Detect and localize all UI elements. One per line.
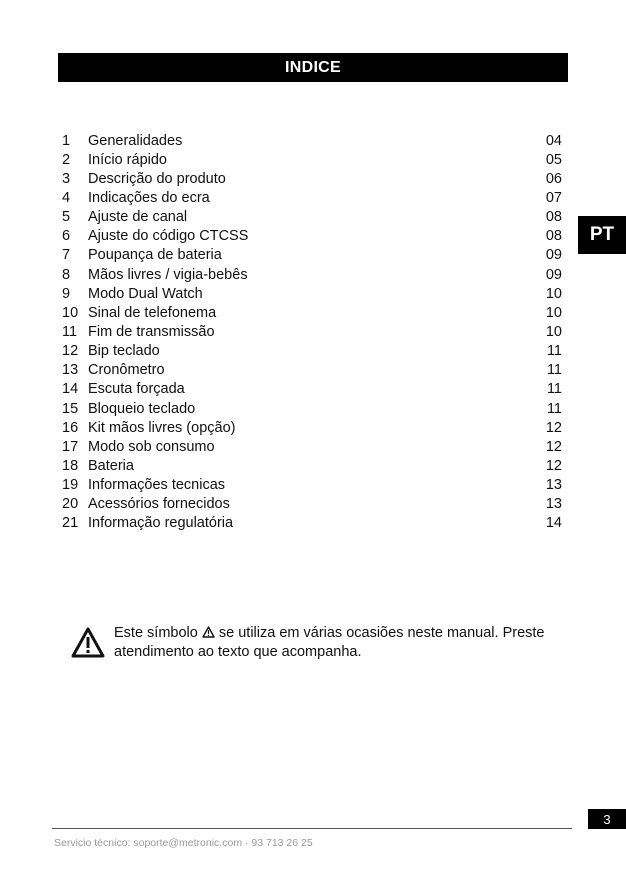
toc-entry-title: Sinal de telefonema — [88, 304, 217, 321]
toc-entry-title: Kit mãos livres (opção) — [88, 419, 236, 436]
toc-entry-number: 6 — [62, 228, 71, 245]
toc-entry — [62, 131, 562, 150]
toc-entry-page: 08 — [545, 228, 562, 245]
toc-entry-number: 2 — [62, 151, 71, 168]
toc-entry-page: 10 — [545, 323, 562, 340]
toc-entry-number: 8 — [62, 266, 71, 283]
toc-entry — [62, 150, 562, 169]
table-of-contents — [62, 131, 562, 533]
toc-entry-title: Acessórios fornecidos — [88, 496, 230, 513]
toc-entry-number: 17 — [62, 438, 79, 455]
toc-entry — [62, 361, 562, 380]
toc-entry-title: Fim de transmissão — [88, 323, 215, 340]
toc-entry-number: 20 — [62, 496, 79, 513]
toc-entry — [62, 495, 562, 514]
toc-entry-page: 11 — [546, 400, 562, 417]
toc-entry-title: Mãos livres / vigia-bebês — [88, 266, 248, 283]
toc-entry — [62, 284, 562, 303]
toc-entry-page: 11 — [546, 381, 562, 398]
toc-entry-page: 10 — [545, 304, 562, 321]
toc-entry — [62, 437, 562, 456]
toc-entry-page: 11 — [546, 362, 562, 379]
warning-inline-icon — [202, 626, 215, 638]
toc-entry-page: 12 — [545, 438, 562, 455]
warning-text-end: se utiliza em várias ocasiões neste manual. Preste atendimento ao texto que acompanha. — [114, 625, 545, 660]
toc-entry-title: Indicações do ecra — [88, 189, 210, 206]
toc-entry — [62, 208, 562, 227]
toc-entry-title: Ajuste do código CTCSS — [88, 228, 249, 245]
toc-entry-number: 12 — [62, 343, 79, 360]
index-title-bar — [58, 53, 568, 82]
toc-entry-number: 1 — [62, 132, 71, 149]
toc-entry-number: 5 — [62, 209, 71, 226]
toc-entry — [62, 456, 562, 475]
toc-entry-title: Bateria — [88, 457, 134, 474]
warning-text-start: Este símbolo — [114, 625, 198, 641]
toc-entry-page: 14 — [545, 515, 562, 532]
toc-entry — [62, 227, 562, 246]
index-title: INDICE — [284, 58, 342, 76]
toc-entry-page: 13 — [545, 477, 562, 494]
footer-service-info: Servicio técnico: soporte@metronic.com · 93 713 26 25 — [54, 837, 313, 849]
toc-entry — [62, 265, 562, 284]
toc-entry-title: Início rápido — [88, 151, 167, 168]
language-tab — [578, 216, 626, 254]
language-tab-label: PT — [589, 224, 615, 245]
toc-entry-page: 07 — [545, 189, 562, 206]
toc-entry-title: Ajuste de canal — [88, 209, 188, 226]
toc-entry-number: 18 — [62, 457, 79, 474]
toc-entry-title: Descrição do produto — [88, 170, 226, 187]
toc-entry — [62, 342, 562, 361]
toc-entry-number: 13 — [62, 362, 79, 379]
page-number-box — [588, 809, 626, 829]
toc-entry-number: 9 — [62, 285, 71, 302]
toc-entry-page: 09 — [545, 266, 562, 283]
toc-entry-number: 21 — [62, 515, 79, 532]
toc-entry — [62, 514, 562, 533]
toc-entry-number: 4 — [62, 189, 71, 206]
toc-entry — [62, 418, 562, 437]
toc-entry-title: Modo sob consumo — [88, 438, 215, 455]
toc-entry-page: 12 — [545, 457, 562, 474]
toc-entry-title: Generalidades — [88, 132, 183, 149]
toc-entry — [62, 322, 562, 341]
toc-entry-title: Bloqueio teclado — [88, 400, 196, 417]
toc-entry-number: 14 — [62, 381, 79, 398]
toc-entry-title: Poupança de bateria — [88, 247, 222, 264]
toc-entry-page: 05 — [545, 151, 562, 168]
toc-entry — [62, 188, 562, 207]
toc-entry — [62, 476, 562, 495]
toc-entry-number: 10 — [62, 304, 79, 321]
toc-entry-title: Bip teclado — [88, 343, 160, 360]
toc-entry-number: 16 — [62, 419, 79, 436]
page-number: 3 — [603, 811, 611, 827]
warning-notice — [70, 624, 560, 662]
footer-divider — [52, 828, 572, 829]
toc-entry-page: 08 — [545, 209, 562, 226]
toc-entry-title: Informações tecnicas — [88, 477, 226, 494]
toc-entry-title: Cronômetro — [88, 362, 165, 379]
toc-entry-number: 15 — [62, 400, 79, 417]
toc-entry-page: 12 — [545, 419, 562, 436]
warning-text — [114, 624, 560, 662]
toc-entry-page: 09 — [545, 247, 562, 264]
toc-entry-number: 7 — [62, 247, 71, 264]
toc-entry — [62, 303, 562, 322]
toc-entry — [62, 380, 562, 399]
toc-entry-page: 04 — [545, 132, 562, 149]
toc-entry-page: 11 — [546, 343, 562, 360]
toc-entry-page: 13 — [545, 496, 562, 513]
toc-entry — [62, 169, 562, 188]
toc-entry — [62, 399, 562, 418]
toc-entry-title: Informação regulatória — [88, 515, 234, 532]
toc-entry-page: 06 — [545, 170, 562, 187]
toc-entry — [62, 246, 562, 265]
toc-entry-title: Modo Dual Watch — [88, 285, 203, 302]
toc-entry-number: 3 — [62, 170, 71, 187]
warning-triangle-icon — [70, 626, 106, 660]
toc-entry-number: 11 — [62, 323, 78, 340]
toc-entry-title: Escuta forçada — [88, 381, 185, 398]
toc-entry-page: 10 — [545, 285, 562, 302]
toc-entry-number: 19 — [62, 477, 79, 494]
